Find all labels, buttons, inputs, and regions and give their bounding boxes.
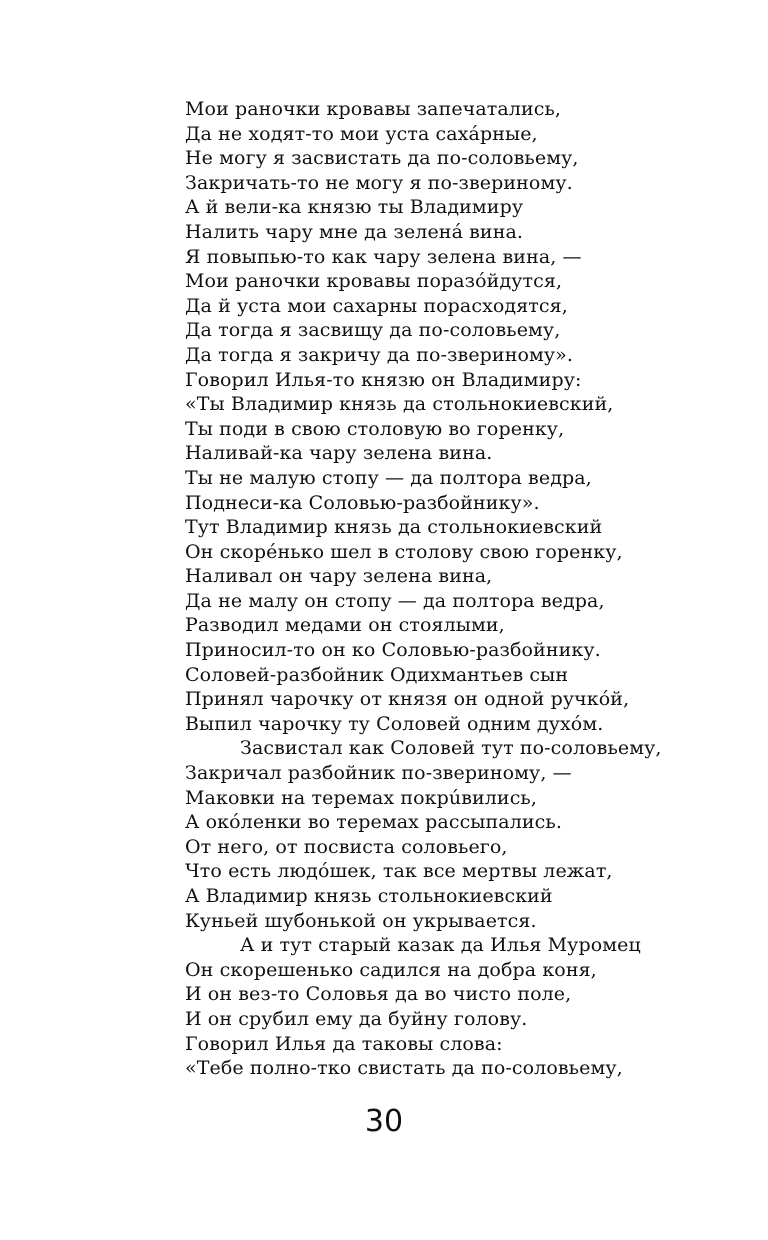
poem-line: Выпил чарочку ту Соловей одним духóм.	[185, 712, 604, 735]
poem-line: Куньей шубонькой он укрывается.	[185, 909, 537, 932]
poem-line: Говорил Илья-то князю он Владимиру:	[185, 368, 582, 391]
poem-line: От него, от посвиста соловьего,	[185, 835, 508, 858]
poem-line: Да не малу он стопу — да полтора ведра,	[185, 589, 605, 612]
poem-line: И он вез-то Соловья да во чисто поле,	[185, 983, 572, 1006]
poem-line: Принял чарочку от князя он одной ручкóй,	[185, 688, 630, 711]
poem-line: Не могу я засвистать да по-соловьему,	[185, 147, 579, 170]
poem-line: Он скорéнько шел в столову свою горенку,	[185, 540, 623, 563]
poem-line: А Владимир князь стольнокиевский	[185, 885, 553, 907]
poem-line: А й вели-ка князю ты Владимиру	[185, 196, 524, 219]
poem-line-indented: А и тут старый казак да Илья Муромец	[240, 934, 641, 957]
poem-line: Мои раночки кровавы запечатались,	[185, 98, 562, 120]
poem-line: Маковки на теремах покрúвились,	[185, 786, 538, 809]
poem-line: А окóленки во теремах рассыпались.	[185, 811, 562, 834]
poem-line: Тут Владимир князь да стольнокиевский	[185, 516, 603, 539]
page-number: 30	[364, 1104, 404, 1139]
poem-line: И он срубил ему да буйну голову.	[185, 1007, 528, 1030]
poem-line: Разводил медами он стоялыми,	[185, 614, 505, 637]
poem-line: Да й уста мои сахарны порасходятся,	[185, 294, 568, 317]
poem-line: Да тогда я закричу да по-звериному».	[185, 343, 574, 366]
poem-line: Налить чару мне да зеленá вина.	[185, 220, 524, 243]
poem-line: Закричать-то не могу я по-звериному.	[185, 171, 573, 194]
poem-line: Поднеси-ка Соловью-разбойнику».	[185, 491, 540, 514]
poem-line: Ты поди в свою столовую во горенку,	[185, 417, 565, 440]
poem-line: Соловей-разбойник Одихмантьев сын	[185, 663, 569, 686]
poem-line: Наливал он чару зелена вина,	[185, 565, 493, 588]
poem-line: «Тебе полно-тко свистать да по-соловьему,	[185, 1057, 623, 1080]
poem-line: Я повыпью-то как чару зелена вина, —	[185, 245, 582, 268]
poem-line: Закричал разбойник по-звериному, —	[185, 762, 572, 785]
poem-line: Говорил Илья да таковы слова:	[185, 1032, 503, 1055]
poem-line-indented: Засвистал как Соловей тут по-соловьему,	[240, 737, 662, 760]
poem-line: Наливай-ка чару зелена вина.	[185, 442, 493, 465]
poem-text	[185, 97, 705, 1081]
poem-line: Мои раночки кровавы поразóйдутся,	[185, 270, 563, 293]
poem-line: Да тогда я засвищу да по-соловьему,	[185, 319, 561, 342]
poem-line: Ты не малую стопу — да полтора ведра,	[185, 466, 592, 489]
poem-line: Приносил-то он ко Соловью-разбойнику.	[185, 639, 601, 662]
poem-line: Он скорешенько садился на добра коня,	[185, 958, 597, 981]
poem-line: «Ты Владимир князь да стольнокиевский,	[185, 393, 614, 416]
poem-line: Да не ходят-то мои уста сахáрные,	[185, 122, 538, 145]
poem-line: Что есть людóшек, так все мертвы лежат,	[185, 860, 613, 883]
